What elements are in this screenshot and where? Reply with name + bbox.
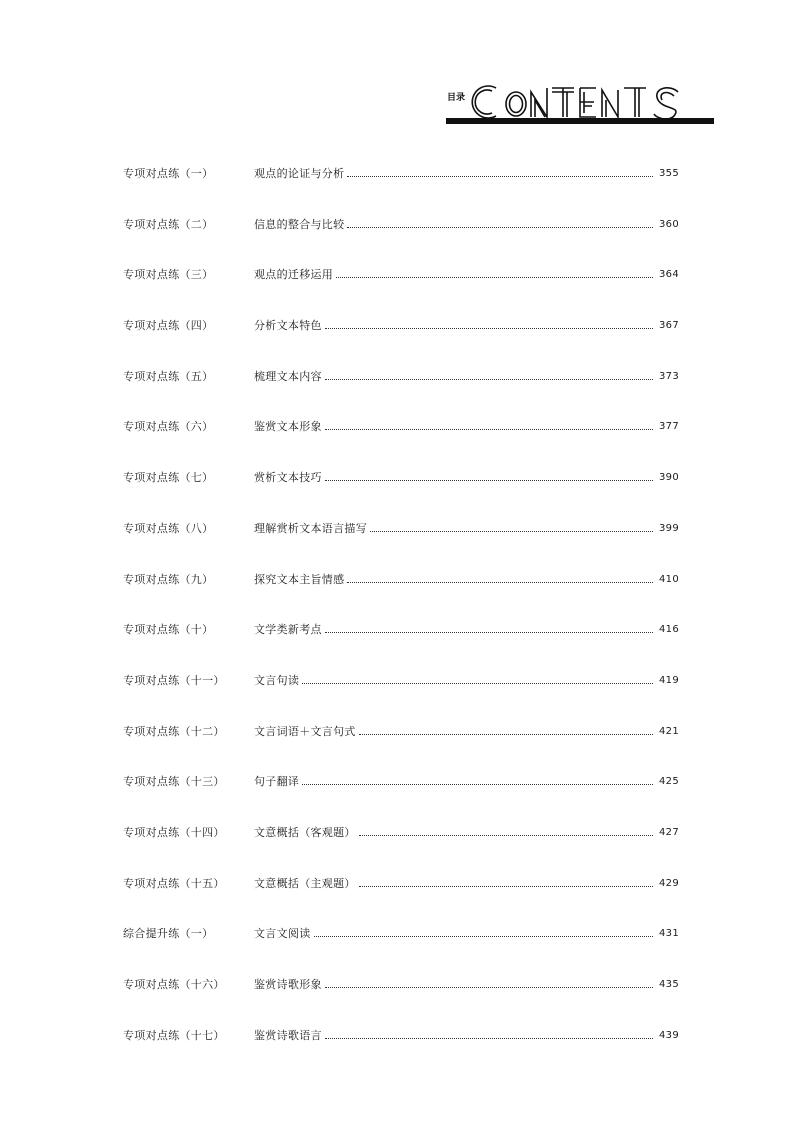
toc-entry-title: 文言文阅读 <box>254 927 311 941</box>
toc-entry[interactable] <box>123 367 679 418</box>
toc-entry-page: 373 <box>659 370 679 382</box>
toc-entry-page: 399 <box>659 522 679 534</box>
dot-leader <box>325 367 653 387</box>
toc-entry-page: 425 <box>659 776 679 788</box>
dot-leader <box>347 164 653 184</box>
dot-leader <box>314 924 654 944</box>
contents-logo <box>446 80 714 126</box>
toc-entry[interactable] <box>123 975 679 1026</box>
toc-entry-page: 416 <box>659 624 679 636</box>
toc-entry-page: 377 <box>659 421 679 433</box>
toc-entry[interactable] <box>123 620 679 671</box>
toc-entry[interactable] <box>123 722 679 773</box>
toc-entry[interactable] <box>123 519 679 570</box>
toc-entry[interactable] <box>123 417 679 468</box>
toc-entry[interactable] <box>123 215 679 266</box>
toc-entry-label: 专项对点练（十二） <box>123 724 225 738</box>
toc-entry-label: 专项对点练（十六） <box>123 978 225 991</box>
toc-entry-title: 鉴赏诗歌形象 <box>254 978 322 991</box>
dot-leader <box>347 215 653 235</box>
cn-mark-char-1: 目录 <box>447 93 466 103</box>
dot-leader <box>325 620 653 640</box>
toc-entry-title: 文意概括（主观题） <box>254 876 356 890</box>
toc-entry-page: 431 <box>659 928 679 940</box>
dot-leader <box>302 772 653 792</box>
toc-entry[interactable] <box>123 164 679 215</box>
toc-entry-title: 梳理文本内容 <box>254 369 322 383</box>
toc-entry-page: 355 <box>659 168 679 179</box>
toc-entry-title: 鉴赏文本形象 <box>254 420 322 434</box>
toc-entry-page: 419 <box>659 674 679 686</box>
toc-entry-page: 429 <box>659 877 679 889</box>
toc-entry-label: 专项对点练（七） <box>123 471 214 485</box>
toc-entry-label: 专项对点练（十三） <box>123 775 225 789</box>
toc-entry-title: 探究文本主旨情感 <box>254 572 345 586</box>
toc-entry-label: 专项对点练（十七） <box>123 1028 225 1042</box>
toc-entry-title: 文言句读 <box>254 673 300 687</box>
toc-entry-title: 文意概括（客观题） <box>254 825 356 839</box>
toc-entry-label: 专项对点练（八） <box>123 521 214 535</box>
dot-leader <box>370 519 653 539</box>
toc-entry-label: 专项对点练（十四） <box>123 825 225 839</box>
toc-entry-page: 421 <box>659 725 679 737</box>
dot-leader <box>325 316 653 336</box>
toc-entry-label: 专项对点练（六） <box>123 420 214 434</box>
toc-entry[interactable] <box>123 772 679 823</box>
toc-entry-label: 专项对点练（一） <box>123 167 214 180</box>
dot-leader <box>336 265 653 285</box>
toc-entry-label: 专项对点练（二） <box>123 217 214 231</box>
toc-entry[interactable] <box>123 924 679 975</box>
toc-entry-title: 句子翻译 <box>254 775 300 789</box>
toc-entry-label: 专项对点练（十） <box>123 623 214 637</box>
toc-entry-page: 367 <box>659 320 679 332</box>
toc-entry-title: 鉴赏诗歌语言 <box>254 1028 322 1042</box>
toc-entry[interactable] <box>123 874 679 925</box>
toc-entry-title: 文学类新考点 <box>254 623 322 637</box>
dot-leader <box>325 975 653 995</box>
toc-entry-page: 364 <box>659 269 679 281</box>
toc-entry[interactable] <box>123 468 679 519</box>
toc-entry-label: 专项对点练（十一） <box>123 673 225 687</box>
toc-entry-label: 专项对点练（九） <box>123 572 214 586</box>
toc-entry-title: 观点的论证与分析 <box>254 167 345 180</box>
dot-leader <box>359 874 653 894</box>
toc-entry-title: 赏析文本技巧 <box>254 471 322 485</box>
toc-entry-page: 390 <box>659 472 679 484</box>
toc-entry-page: 360 <box>659 218 679 230</box>
toc-entry[interactable] <box>123 671 679 722</box>
toc-entry[interactable] <box>123 823 679 874</box>
toc-entry-title: 观点的迁移运用 <box>254 268 334 282</box>
dot-leader <box>325 1026 653 1046</box>
toc-entry-title: 理解赏析文本语言描写 <box>254 521 367 535</box>
table-of-contents <box>123 164 679 1076</box>
dot-leader <box>302 671 653 691</box>
dot-leader <box>347 570 653 590</box>
toc-entry-label: 专项对点练（三） <box>123 268 214 282</box>
toc-entry-page: 435 <box>659 979 679 990</box>
toc-entry-label: 专项对点练（十五） <box>123 876 225 890</box>
toc-entry-title: 分析文本特色 <box>254 319 322 333</box>
toc-entry[interactable] <box>123 1026 679 1077</box>
toc-entry-page: 427 <box>659 826 679 838</box>
toc-entry[interactable] <box>123 316 679 367</box>
dot-leader <box>325 468 653 488</box>
toc-entry-label: 综合提升练（一） <box>123 927 214 941</box>
toc-entry-page: 410 <box>659 573 679 585</box>
toc-entry-label: 专项对点练（四） <box>123 319 214 333</box>
dot-leader <box>325 417 653 437</box>
toc-entry-title: 文言词语＋文言句式 <box>254 724 356 738</box>
contents-logo-graphic <box>446 80 714 126</box>
dot-leader <box>359 823 653 843</box>
toc-entry-page: 439 <box>659 1029 679 1041</box>
toc-entry-title: 信息的整合与比较 <box>254 217 345 231</box>
toc-entry[interactable] <box>123 570 679 621</box>
toc-entry[interactable] <box>123 265 679 316</box>
dot-leader <box>359 722 653 742</box>
toc-entry-label: 专项对点练（五） <box>123 369 214 383</box>
